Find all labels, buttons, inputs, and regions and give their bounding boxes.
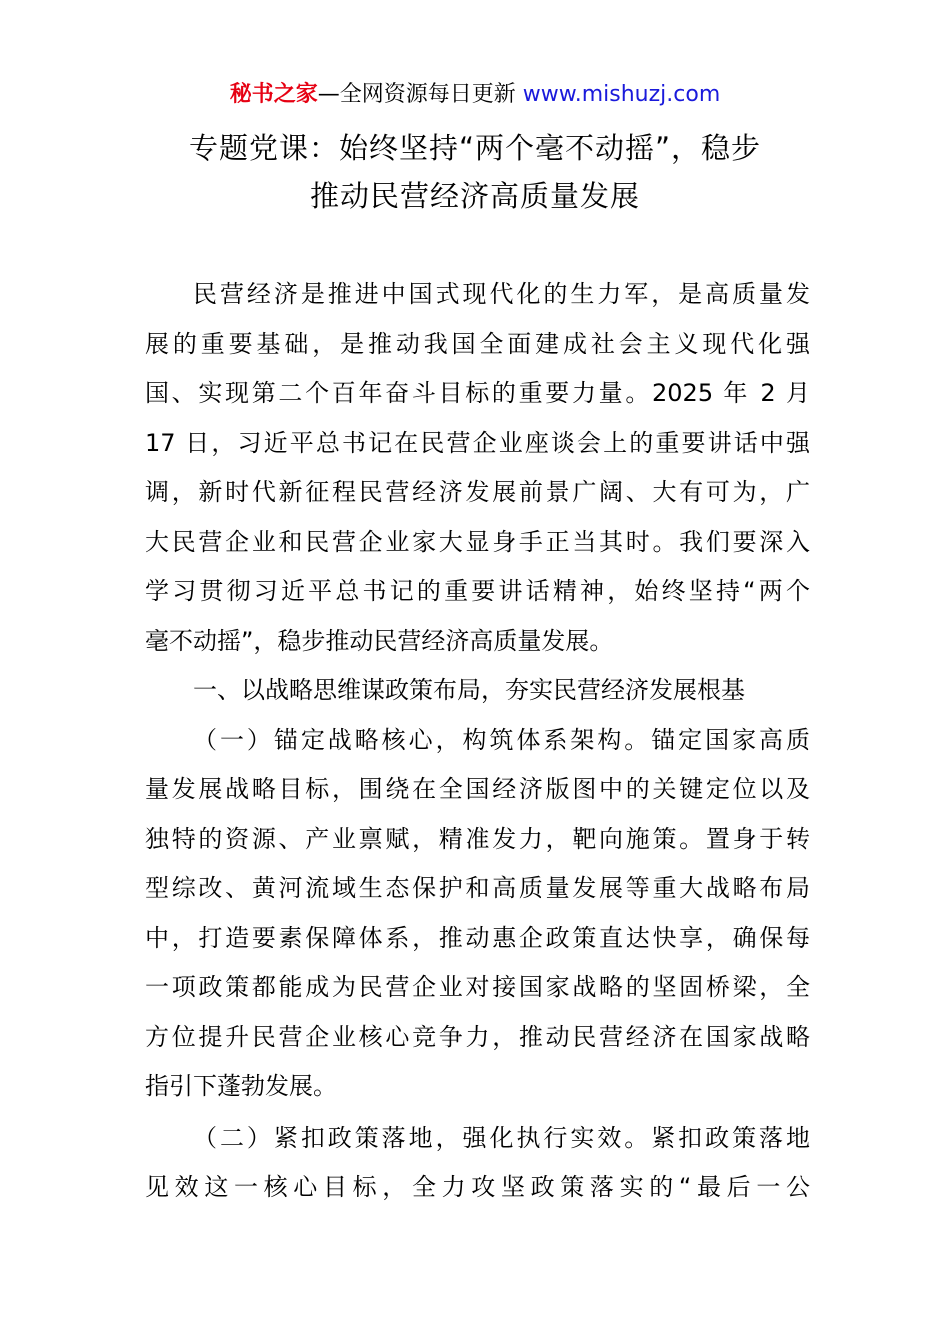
paragraph-line: 学习贯彻习近平总书记的重要讲话精神，始终坚持“两个 [145,577,810,605]
paragraph-line: 17 日，习近平总书记在民营企业座谈会上的重要讲话中强 [145,428,810,457]
paragraph-line: 见效这一核心目标，全力攻坚政策落实的“最后一公 [145,1173,810,1201]
paragraph-section-1-2 [145,1114,810,1213]
paragraph-line: 中，打造要素保障体系，推动惠企政策直达快享，确保每 [145,923,810,952]
title-line-2: 推动民营经济高质量发展 [309,179,640,213]
paragraph-line: 方位提升民营企业核心竞争力，推动民营经济在国家战略 [145,1022,810,1051]
site-header [0,78,950,112]
paragraph-line: 一项政策都能成为民营企业对接国家战略的坚固桥梁，全 [145,973,810,1001]
paragraph-line: 型综改、黄河流域生态保护和高质量发展等重大战略布局 [145,874,810,902]
paragraph-intro [145,270,810,666]
document-body [145,270,810,1213]
paragraph-line: 调，新时代新征程民营经济发展前景广阔、大有可为，广 [145,478,810,506]
paragraph-line: 量发展战略目标，围绕在全国经济版图中的关键定位以及 [145,775,810,803]
paragraph-section-1-1 [145,716,810,1112]
site-name: 秘书之家 [229,82,318,107]
paragraph-line: 国、实现第二个百年奋斗目标的重要力量。2025 年 2 月 [145,379,810,407]
section-heading: 一、以战略思维谋政策布局，夯实民营经济发展根基 [193,676,745,704]
paragraph-line: 大民营企业和民营企业家大显身手正当其时。我们要深入 [145,527,810,556]
document-title [100,124,850,220]
paragraph-line: （一）锚定战略核心，构筑体系架构。锚定国家高质 [193,725,810,754]
site-tagline: —全网资源每日更新 [317,82,523,107]
paragraph-line: 毫不动摇”，稳步推动民营经济高质量发展。 [145,626,614,655]
site-url-link[interactable]: www.mishuzj.com [522,82,721,107]
paragraph-line: 独特的资源、产业禀赋，精准发力，靶向施策。置身于转 [145,824,810,853]
paragraph-line: 展的重要基础，是推动我国全面建成社会主义现代化强 [145,329,810,358]
title-line-1: 专题党课：始终坚持“两个毫不动摇”，稳步 [188,131,762,165]
paragraph-line: 指引下蓬勃发展。 [145,1072,337,1100]
paragraph-line: 民营经济是推进中国式现代化的生力军，是高质量发 [193,280,810,308]
paragraph-line: （二）紧扣政策落地，强化执行实效。紧扣政策落地 [193,1123,810,1152]
